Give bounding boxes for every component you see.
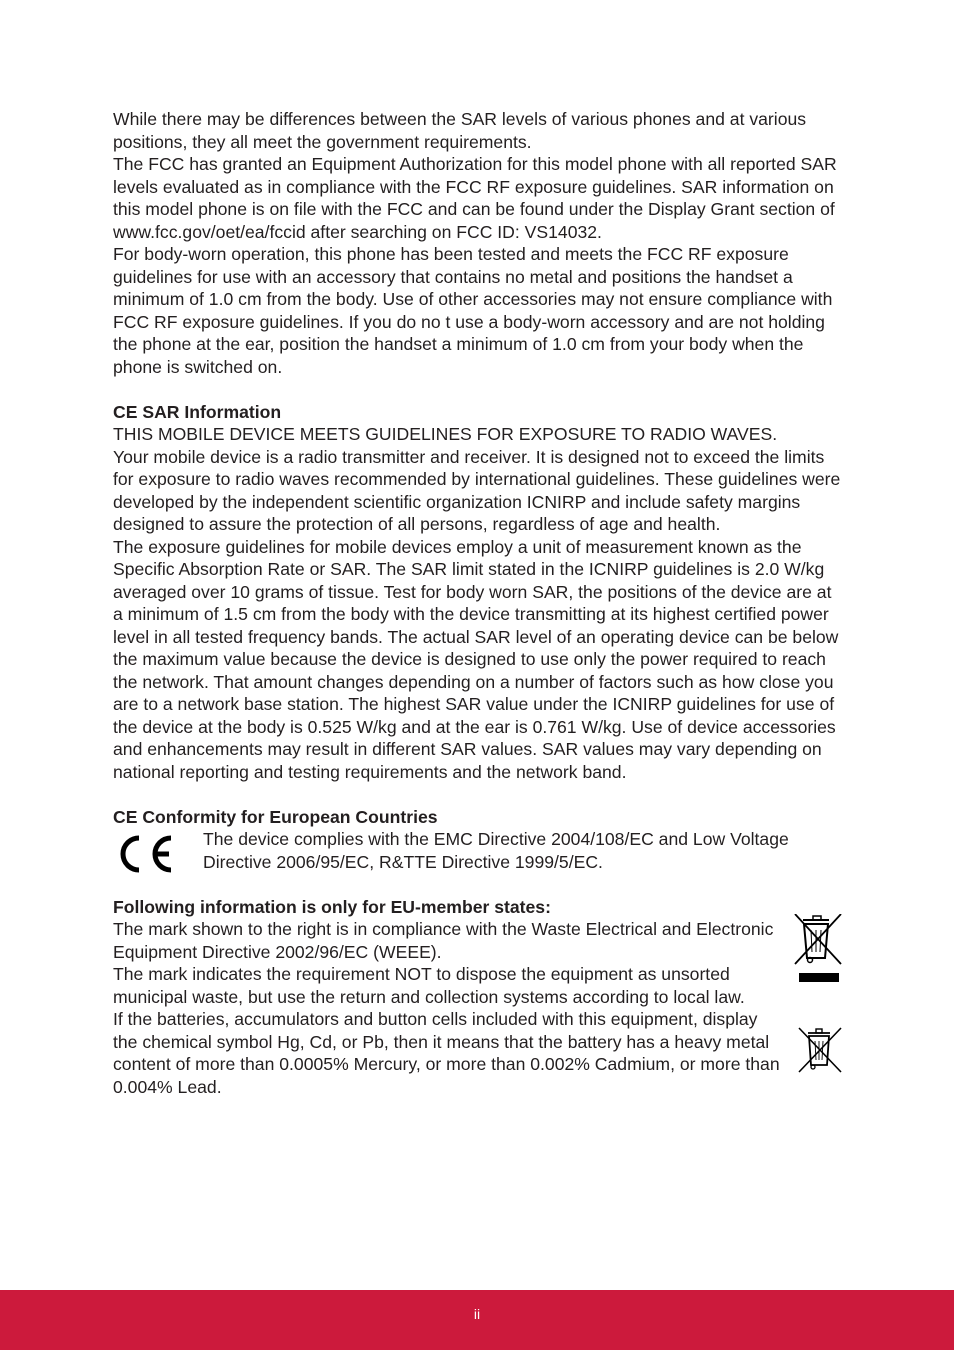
ce-conformity-block: [113, 828, 843, 873]
intro-paragraph-3: For body-worn operation, this phone has been tested and meets the FCC RF exposure guidelines for use with an accessory that contains no metal and positions the handset a minimum of 1.0 cm from the body. Use of other accessories may not ensure compliance with FCC RF exposure guidelines. If you do no t use a body-worn accessory and are not holding the phone at the ear, position the handset a minimum of 1.0 cm from your body when the phone is switched on.: [113, 244, 833, 377]
document-body: [113, 108, 843, 1098]
footer-bar: [0, 1290, 954, 1350]
intro-paragraph-1: While there may be differences between the SAR levels of various phones and at various positions, they all meet the government requirements.: [113, 109, 807, 152]
crossed-out-wheelie-bin-icon: [793, 914, 843, 986]
eu-info-heading: Following information is only for EU-member states:: [113, 896, 551, 917]
ce-sar-paragraph-1: THIS MOBILE DEVICE MEETS GUIDELINES FOR EXPOSURE TO RADIO WAVES.: [113, 424, 778, 444]
eu-info-paragraph-3: If the batteries, accumulators and button cells included with this equipment, display the chemical symbol Hg, Cd, or Pb, then it means that the battery has a heavy metal content of more than 0.0005% Mercury, or more than 0.002% Cadmium, or more than 0.004% Lead.: [113, 1009, 780, 1097]
ce-mark-icon: [113, 834, 175, 874]
ce-conformity-text: The device complies with the EMC Directive 2004/108/EC and Low Voltage Directive 2006/95/EC, R&TTE Directive 1999/5/EC.: [203, 829, 789, 872]
ce-sar-heading: CE SAR Information: [113, 401, 282, 422]
page-number: ii: [473, 1306, 481, 1322]
ce-sar-paragraph-2: Your mobile device is a radio transmitter and receiver. It is designed not to exceed the limits for exposure to radio waves recommended by international guidelines. These guidelines were developed by the independent scientific organization ICNIRP and include safety margins designed to assure the protection of all persons, regardless of age and health.: [113, 446, 841, 534]
intro-paragraph-2: The FCC has granted an Equipment Authorization for this model phone with all reported SAR levels evaluated as in compliance with the FCC RF exposure guidelines. SAR information on this model phone is on file with the FCC and can be found under the Display Grant section of www.fcc.gov/oet/ea/fccid after searching on FCC ID: VS14032.: [113, 154, 837, 242]
eu-info-block: [113, 918, 843, 1098]
ce-conformity-heading: CE Conformity for European Countries: [113, 806, 438, 827]
crossed-out-bin-icon: [797, 1027, 843, 1075]
eu-info-paragraph-2: The mark indicates the requirement NOT to dispose the equipment as unsorted municipal waste, but use the return and collection systems according to local law.: [113, 964, 745, 1007]
ce-sar-paragraph-3: The exposure guidelines for mobile devices employ a unit of measurement known as the Specific Absorption Rate or SAR. The SAR limit stated in the ICNIRP guidelines is 2.0 W/kg averaged over 10 grams of tissue. Test for body worn SAR, the positions of the device are at a minimum of 1.5 cm from the body with the device transmitting at its highest certified power level in all tested frequency bands. The actual SAR level of an operating device can be below the maximum value because the device is designed to use only the power required to reach the network. That amount changes depending on a number of factors such as how close you are to a network base station. The highest SAR value under the ICNIRP guidelines for use of the device at the body is 0.525 W/kg and at the ear is 0.761 W/kg. Use of device accessories and enhancements may result in different SAR values. SAR values may vary depending on national reporting and testing requirements and the network band.: [113, 536, 839, 782]
eu-info-paragraph-1: The mark shown to the right is in compliance with the Waste Electrical and Electronic Equipment Directive 2002/96/EC (WEEE).: [113, 919, 774, 962]
